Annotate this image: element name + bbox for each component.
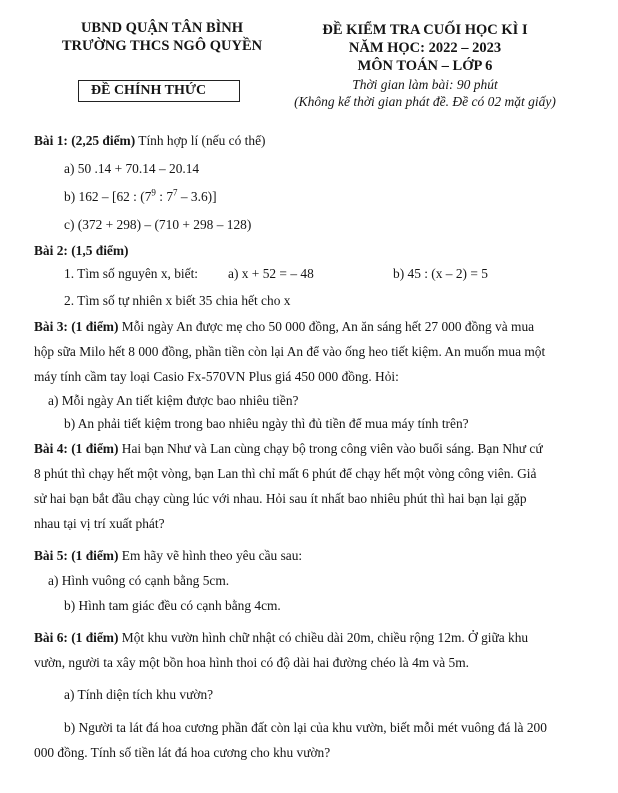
problem-1a: a) 50 .14 + 70.14 – 20.14 — [64, 161, 200, 176]
subject: MÔN TOÁN – LỚP 6 — [357, 58, 493, 74]
problem-2-heading: Bài 2: (1,5 điểm) — [34, 243, 129, 258]
problem-2-2: 2. Tìm số tự nhiên x biết 35 chia hết cho x — [64, 293, 291, 308]
problem-1c: c) (372 + 298) – (710 + 298 – 128) — [64, 217, 252, 232]
problem-5a: a) Hình vuông có cạnh bằng 5cm. — [48, 573, 230, 588]
exam-title: ĐỀ KIỂM TRA CUỐI HỌC KÌ I — [322, 22, 528, 38]
official-label: ĐỀ CHÍNH THỨC — [91, 83, 207, 98]
problem-1-heading: Bài 1: (2,25 điểm) Tính hợp lí (nếu có thể) — [34, 133, 266, 148]
problem-6a: a) Tính diện tích khu vườn? — [64, 687, 214, 702]
problem-3a: a) Mỗi ngày An tiết kiệm được bao nhiêu tiền? — [48, 393, 299, 408]
school-year: NĂM HỌC: 2022 – 2023 — [348, 40, 502, 56]
official-box — [78, 80, 240, 102]
problem-2-1: 1. Tìm số nguyên x, biết: — [64, 266, 199, 281]
problem-6b-line2: 000 đồng. Tính số tiền lát đá hoa cương cho khu vườn? — [34, 745, 331, 760]
problem-4-line3: sử hai bạn bắt đầu chạy cùng lúc với nhau. Hỏi sau ít nhất bao nhiêu phút thì hai bạn lại gặp — [34, 491, 527, 506]
school-name: TRƯỜNG THCS NGÔ QUYỀN — [61, 38, 263, 54]
problem-5-heading: Bài 5: (1 điểm) Em hãy vẽ hình theo yêu cầu sau: — [34, 548, 303, 563]
problem-4-line2: 8 phút thì chạy hết một vòng, bạn Lan thì chỉ mất 6 phút để chạy hết một vòng công viên. Giả — [34, 466, 537, 481]
problem-1b: b) 162 – [62 : ($7^9$ : $7^7 - 3.6$)] — [64, 187, 217, 204]
problem-2-1a: a) x + 52 = – 48 — [228, 266, 314, 281]
exam-note: (Không kể thời gian phát đề. Đề có 02 mặt giấy) — [294, 94, 556, 109]
problem-4-line4: nhau tại vị trí xuất phát? — [34, 516, 165, 531]
problem-3-line2: hộp sữa Milo hết 8 000 đồng, phần tiền còn lại An để vào ống heo tiết kiệm. An muốn mua một — [34, 344, 546, 359]
district-name: UBND QUẬN TÂN BÌNH — [80, 20, 244, 36]
problem-6b-line1: b) Người ta lát đá hoa cương phần đất còn lại của khu vườn, biết mỗi mét vuông đá là 200 — [64, 720, 547, 735]
problem-6-line1: Bài 6: (1 điểm) Một khu vườn hình chữ nhật có chiều dài 20m, chiều rộng 12m. Ở giữa khu — [34, 630, 529, 645]
problem-3-line3: máy tính cầm tay loại Casio Fx-570VN Plus giá 450 000 đồng. Hỏi: — [34, 369, 399, 384]
problem-3b: b) An phải tiết kiệm trong bao nhiêu ngày thì đủ tiền để mua máy tính trên? — [64, 416, 469, 431]
problem-4-line1: Bài 4: (1 điểm) Hai bạn Như và Lan cùng chạy bộ trong công viên vào buổi sáng. Bạn Như cứ — [34, 441, 543, 456]
problem-3-line1: Bài 3: (1 điểm) Mỗi ngày An được mẹ cho 50 000 đồng, An ăn sáng hết 27 000 đồng và mua — [34, 319, 535, 334]
problem-5b: b) Hình tam giác đều có cạnh bằng 4cm. — [64, 598, 281, 613]
problem-2-1b: b) 45 : (x – 2) = 5 — [393, 266, 488, 281]
exam-time: Thời gian làm bài: 90 phút — [352, 77, 498, 92]
problem-6-line2: vườn, người ta xây một bồn hoa hình thoi có độ dài hai đường chéo là 4m và 5m. — [34, 655, 469, 670]
